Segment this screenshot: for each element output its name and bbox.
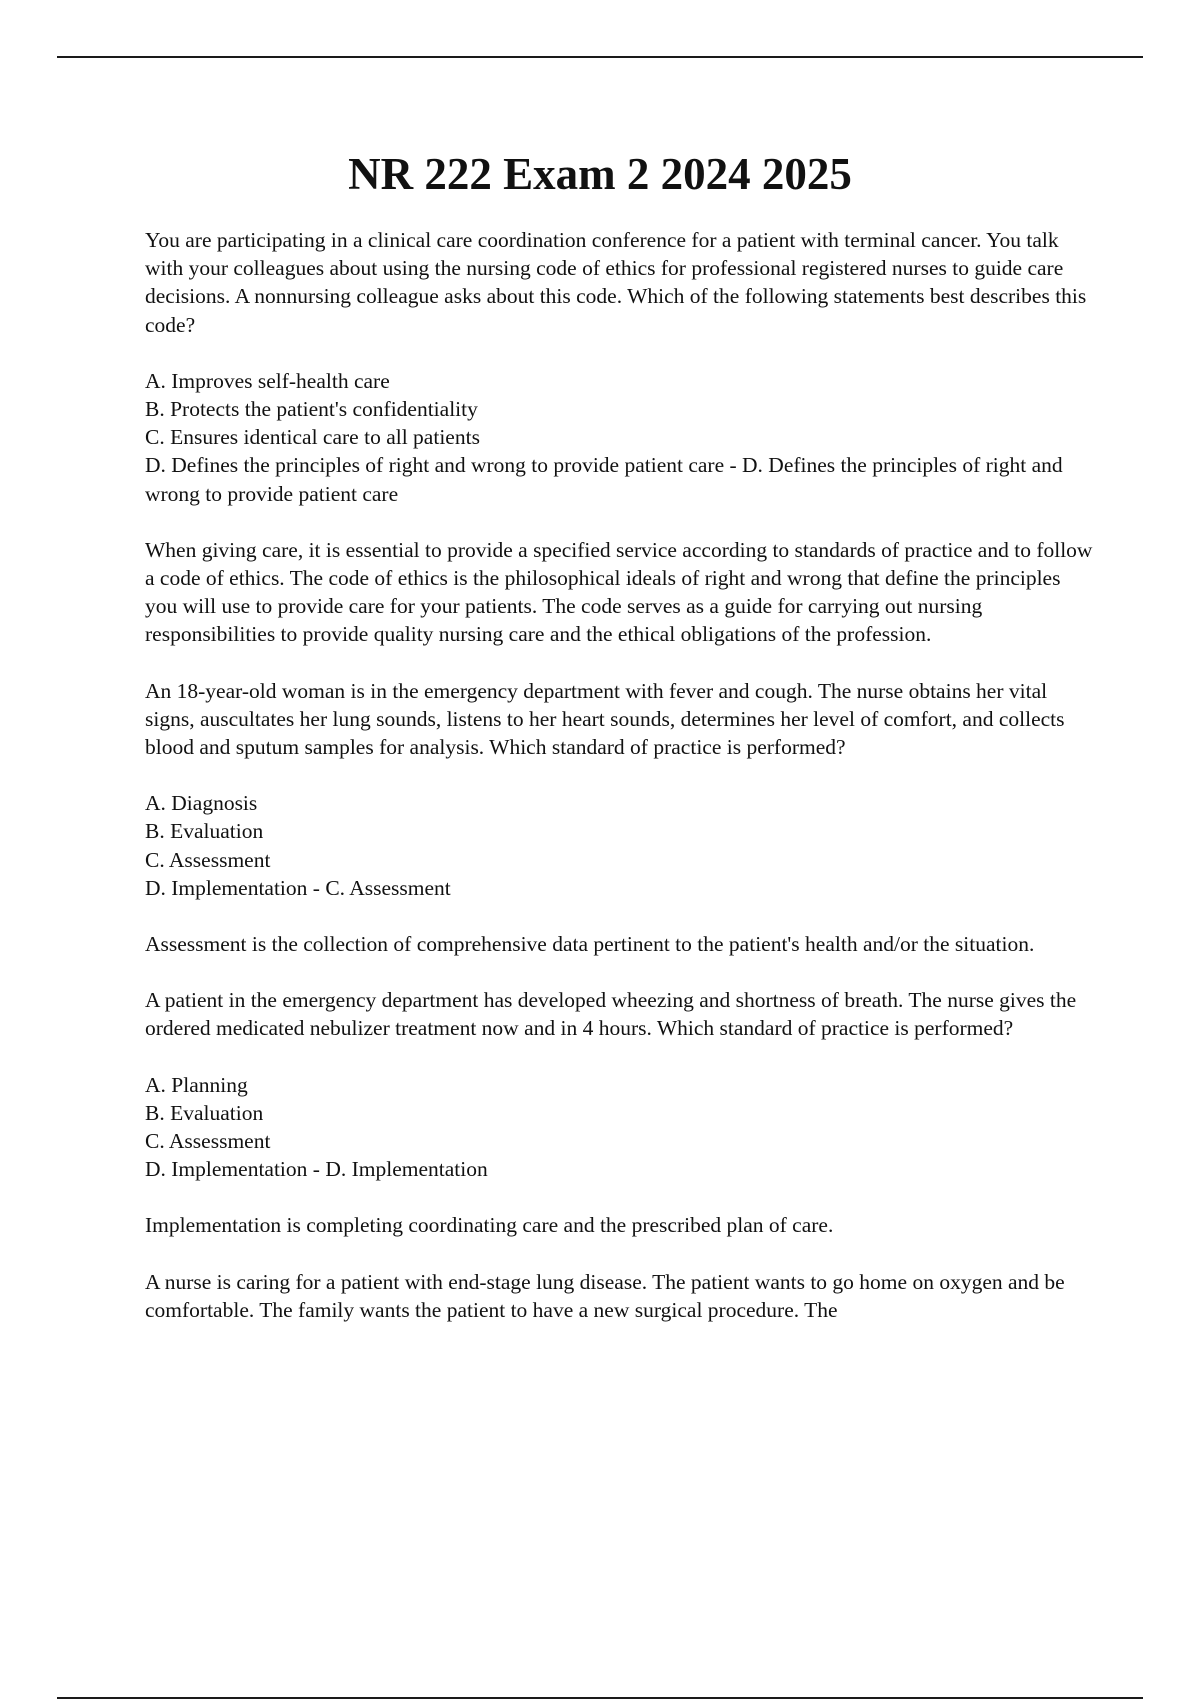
rationale-3: Implementation is completing coordinating care and the prescribed plan of care. xyxy=(145,1213,834,1238)
option-3b: B. Evaluation xyxy=(145,1100,264,1125)
option-3d: D. Implementation - D. Implementation xyxy=(145,1157,488,1182)
question-2: An 18-year-old woman is in the emergency department with fever and cough. The nurse obtains her vital signs, auscultates her lung sounds, listens to her heart sounds, determines her level of comfort, and collects blood and sputum samples for analysis. Which standard of practice is performed? xyxy=(145,678,1065,760)
option-3a: A. Planning xyxy=(145,1072,248,1097)
option-3c: C. Assessment xyxy=(145,1129,271,1154)
option-2a: A. Diagnosis xyxy=(145,791,258,816)
bottom-rule xyxy=(57,1697,1143,1699)
option-1a: A. Improves self-health care xyxy=(145,368,390,393)
question-1: You are participating in a clinical care coordination conference for a patient with terminal cancer. You talk with your colleagues about using the nursing code of ethics for professional registered nurses to guide care decisions. A nonnursing colleague asks about this code. Which of the following statements best describes this code? xyxy=(145,228,1087,337)
option-1b: B. Protects the patient's confidentiality xyxy=(145,397,478,422)
rationale-2: Assessment is the collection of comprehensive data pertinent to the patient's health and/or the situation. xyxy=(145,932,1035,957)
question-4-partial: A nurse is caring for a patient with end-stage lung disease. The patient wants to go home on oxygen and be comfortable. The family wants the patient to have a new surgical procedure. The xyxy=(145,1269,1065,1322)
page-title: NR 222 Exam 2 2024 2025 xyxy=(348,149,852,199)
question-3: A patient in the emergency department has developed wheezing and shortness of breath. The nurse gives the ordered medicated nebulizer treatment now and in 4 hours. Which standard of practice is performed? xyxy=(145,988,1077,1041)
option-1d: D. Defines the principles of right and wrong to provide patient care - D. Defines the principles of right and wrong to provide patient care xyxy=(145,453,1063,506)
option-2d: D. Implementation - C. Assessment xyxy=(145,875,451,900)
option-2b: B. Evaluation xyxy=(145,819,264,844)
options-list-3 xyxy=(145,1071,1095,1184)
option-2c: C. Assessment xyxy=(145,847,271,872)
top-rule xyxy=(57,56,1143,58)
option-1c: C. Ensures identical care to all patients xyxy=(145,425,480,450)
options-list-1 xyxy=(145,367,1095,508)
options-list-2 xyxy=(145,789,1095,902)
rationale-1: When giving care, it is essential to provide a specified service according to standards of practice and to follow a code of ethics. The code of ethics is the philosophical ideals of right and wrong that define the principles you will use to provide care for your patients. The code serves as a guide for carrying out nursing responsibilities to provide quality nursing care and the ethical obligations of the profession. xyxy=(145,537,1093,647)
document-body xyxy=(145,226,1095,1352)
